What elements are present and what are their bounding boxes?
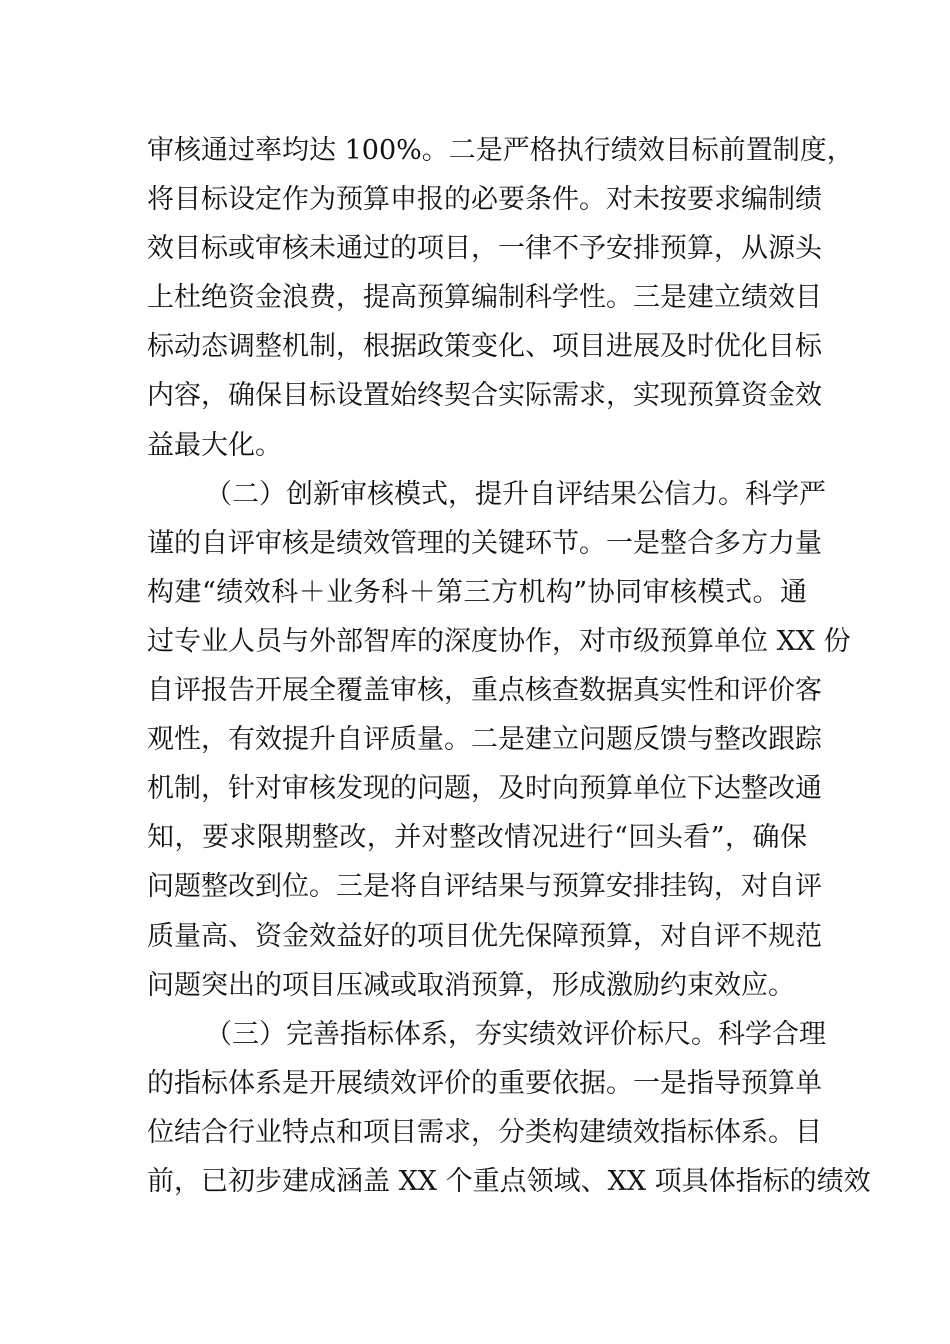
text-line: 问题突出的项目压减或取消预算，形成激励约束效应。 — [147, 969, 795, 1001]
text-line: 机制，针对审核发现的问题，及时向预算单位下达整改通 — [147, 773, 822, 805]
text-line: 谨的自评审核是绩效管理的关键环节。一是整合多方力量 — [147, 527, 822, 559]
text-line: 内容，确保目标设置始终契合实际需求，实现预算资金效 — [147, 380, 822, 412]
text-line: 自评报告开展全覆盖审核，重点核查数据真实性和评价客 — [147, 675, 822, 707]
text-line: 前，已初步建成涵盖 XX 个重点领域、XX 项具体指标的绩效 — [147, 1165, 871, 1197]
text-line: 过专业人员与外部智库的深度协作，对市级预算单位 XX 份 — [147, 625, 851, 657]
text-line: 将目标设定作为预算申报的必要条件。对未按要求编制绩 — [147, 184, 822, 216]
paragraph-1 — [147, 126, 854, 470]
text-line: 的指标体系是开展绩效评价的重要依据。一是指导预算单 — [147, 1067, 822, 1099]
text-line: 知，要求限期整改，并对整改情况进行“回头看”，确保 — [147, 822, 807, 854]
text-line: 审核通过率均达 100%。二是严格执行绩效目标前置制度， — [147, 135, 854, 166]
document-body — [147, 126, 871, 1206]
text-line: 构建“绩效科＋业务科＋第三方机构”协同审核模式。通 — [147, 576, 807, 608]
text-line: （二）创新审核模式，提升自评结果公信力。科学严 — [205, 478, 826, 510]
text-line: 质量高、资金效益好的项目优先保障预算，对自评不规范 — [147, 920, 822, 952]
text-line: 观性，有效提升自评质量。二是建立问题反馈与整改跟踪 — [147, 724, 822, 756]
text-line: 问题整改到位。三是将自评结果与预算安排挂钩，对自评 — [147, 871, 822, 903]
text-line: 益最大化。 — [147, 429, 282, 461]
paragraph-3 — [147, 1010, 871, 1206]
text-line: 效目标或审核未通过的项目，一律不予安排预算，从源头 — [147, 233, 822, 265]
text-line: 位结合行业特点和项目需求，分类构建绩效指标体系。目 — [147, 1116, 822, 1148]
text-line: 上杜绝资金浪费，提高预算编制科学性。三是建立绩效目 — [147, 282, 822, 314]
paragraph-2 — [147, 470, 851, 1010]
text-line: 标动态调整机制，根据政策变化、项目进展及时优化目标 — [147, 331, 822, 363]
text-line: （三）完善指标体系，夯实绩效评价标尺。科学合理 — [205, 1018, 826, 1050]
